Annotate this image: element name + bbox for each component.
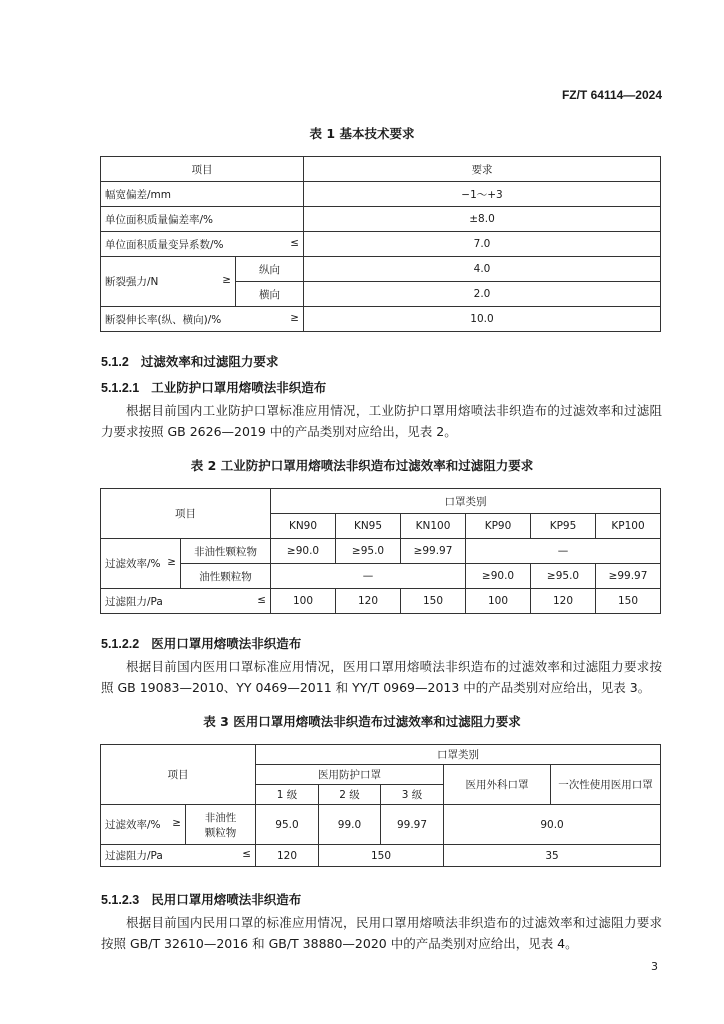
table2-value: — [466, 539, 661, 564]
section-title: 工业防护口罩用熔喷法非织造布 [151, 380, 327, 395]
table3-value: 95.0 [256, 805, 319, 845]
table1-item-label: 断裂强力/N [105, 276, 159, 288]
standard-number: FZ/T 64114—2024 [561, 88, 662, 102]
table1-value: 10.0 [304, 307, 661, 332]
table-row [101, 207, 661, 232]
table2-caption: 表 2 工业防护口罩用熔喷法非织造布过滤效率和过滤阻力要求 [190, 458, 534, 473]
table3-value: 35 [444, 845, 661, 867]
table2-value: 120 [531, 589, 596, 614]
table1-value: 4.0 [304, 257, 661, 282]
section-title: 过滤效率和过滤阻力要求 [140, 354, 279, 369]
section-number: 5.1.2 [101, 355, 129, 369]
table2-oil: 油性颗粒物 [181, 564, 271, 589]
table2-nonoil: 非油性颗粒物 [181, 539, 271, 564]
table2-value: ≥99.97 [596, 564, 661, 589]
page-number: 3 [651, 960, 658, 973]
table3-value: 99.97 [381, 805, 444, 845]
table1-item: 幅宽偏差/mm [101, 182, 304, 207]
table-row [101, 257, 661, 282]
table3-value: 90.0 [444, 805, 661, 845]
table2-value: ≥95.0 [531, 564, 596, 589]
section-5-1-2-2 [101, 634, 301, 652]
paragraph-3: 根据目前国内民用口罩的标准应用情况，民用口罩用熔喷法非织造布的过滤效率和过滤阻力要求按照 GB/T 32610—2016 和 GB/T 38880—2020 中的产品类别对应给出，见表 4。 [101, 915, 662, 951]
less-equal-symbol: ≤ [242, 848, 251, 860]
table3-disposable: 一次性使用医用口罩 [551, 765, 661, 805]
table1 [100, 156, 661, 332]
table2-col: KN95 [336, 514, 401, 539]
table2-value: — [271, 564, 466, 589]
table2-col: KP95 [531, 514, 596, 539]
greater-equal-symbol: ≥ [172, 817, 181, 829]
table2-col: KP90 [466, 514, 531, 539]
table1-value: ±8.0 [304, 207, 661, 232]
table1-item [101, 257, 236, 307]
section-title: 医用口罩用熔喷法非织造布 [151, 636, 302, 651]
table3-grade: 2 级 [319, 785, 381, 805]
table-row [101, 182, 661, 207]
table3-group1: 医用防护口罩 [256, 765, 444, 785]
table-row [101, 564, 661, 589]
paragraph-2: 根据目前国内医用口罩标准应用情况，医用口罩用熔喷法非织造布的过滤效率和过滤阻力要求按照 GB 19083—2010、YY 0469—2011 和 YY/T 0969—2013 中的产品类别对应给出，见表 3。 [101, 659, 662, 695]
table1-head-item: 项目 [101, 157, 304, 182]
table2-value: 100 [466, 589, 531, 614]
table-row [101, 845, 661, 867]
table1-item-label: 单位面积质量变异系数/% [105, 238, 224, 251]
table2-res-label [101, 589, 271, 614]
section-number: 5.1.2.3 [101, 893, 140, 907]
table2-col: KN100 [401, 514, 466, 539]
section-number: 5.1.2.2 [101, 637, 140, 651]
table-row [101, 589, 661, 614]
table1-caption: 表 1 基本技术要求 [309, 126, 415, 141]
table2-value: 150 [401, 589, 466, 614]
table1-value: 2.0 [304, 282, 661, 307]
section-title: 民用口罩用熔喷法非织造布 [151, 892, 302, 907]
table1-item [101, 232, 304, 257]
table3-value: 150 [319, 845, 444, 867]
greater-equal-symbol: ≥ [290, 311, 299, 324]
table2-category: 口罩类别 [271, 489, 661, 514]
nonoil-line2: 颗粒物 [204, 826, 237, 839]
table2-value: ≥90.0 [466, 564, 531, 589]
table-row [101, 805, 661, 845]
table3-eff-label [101, 805, 186, 845]
table2-value: ≥99.97 [401, 539, 466, 564]
table1-value: 7.0 [304, 232, 661, 257]
greater-equal-symbol: ≥ [167, 556, 176, 568]
table1-subitem: 横向 [236, 282, 304, 307]
table2-value: ≥90.0 [271, 539, 336, 564]
table3-value: 99.0 [319, 805, 381, 845]
table1-subitem: 纵向 [236, 257, 304, 282]
table-row [101, 232, 661, 257]
greater-equal-symbol: ≥ [222, 274, 231, 286]
table1-item: 单位面积质量偏差率/% [101, 207, 304, 232]
table2-value: 120 [336, 589, 401, 614]
section-5-1-2-3 [101, 890, 301, 908]
table1-value: −1～+3 [304, 182, 661, 207]
label-text: 过滤效率/% [105, 558, 161, 570]
section-number: 5.1.2.1 [101, 381, 140, 395]
table-row [101, 307, 661, 332]
table2-eff-label [101, 539, 181, 589]
table3-value: 120 [256, 845, 319, 867]
table2-value: 150 [596, 589, 661, 614]
table3 [100, 744, 661, 867]
table3-caption: 表 3 医用口罩用熔喷法非织造布过滤效率和过滤阻力要求 [203, 714, 521, 729]
nonoil-line1: 非油性 [204, 811, 237, 824]
table3-nonoil [186, 805, 256, 845]
table3-res-label [101, 845, 256, 867]
table1-item-label: 断裂伸长率(纵、横向)/% [105, 313, 222, 326]
table1-item [101, 307, 304, 332]
table3-category: 口罩类别 [256, 745, 661, 765]
less-equal-symbol: ≤ [290, 236, 299, 249]
table1-head-req: 要求 [304, 157, 661, 182]
table2-item: 项目 [101, 489, 271, 539]
table-row [101, 539, 661, 564]
section-5-1-2 [101, 352, 278, 370]
label-text: 过滤阻力/Pa [105, 850, 163, 862]
table3-item: 项目 [101, 745, 256, 805]
table3-surgical: 医用外科口罩 [444, 765, 551, 805]
table2-value: ≥95.0 [336, 539, 401, 564]
section-5-1-2-1 [101, 378, 326, 396]
table2-col: KN90 [271, 514, 336, 539]
paragraph-1: 根据目前国内工业防护口罩标准应用情况，工业防护口罩用熔喷法非织造布的过滤效率和过滤阻力要求按照 GB 2626—2019 中的产品类别对应给出，见表 2。 [101, 403, 662, 439]
less-equal-symbol: ≤ [257, 593, 266, 606]
table3-grade: 1 级 [256, 785, 319, 805]
table2-value: 100 [271, 589, 336, 614]
table3-grade: 3 级 [381, 785, 444, 805]
label-text: 过滤阻力/Pa [105, 595, 163, 608]
label-text: 过滤效率/% [105, 819, 161, 831]
table2 [100, 488, 661, 614]
table2-col: KP100 [596, 514, 661, 539]
